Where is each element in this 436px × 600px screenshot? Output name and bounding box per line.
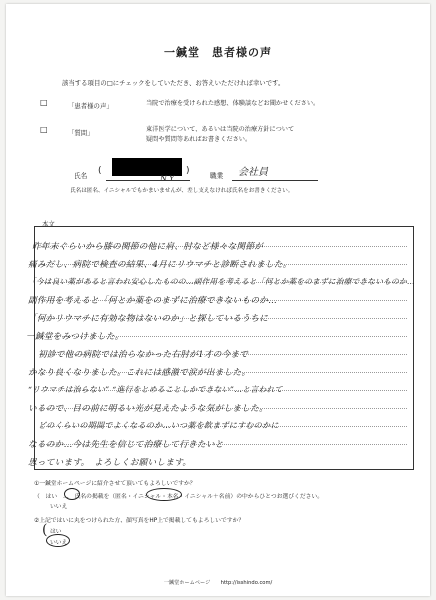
body-line-8: かなり良くなりました。これには感激で涙が出ました。 xyxy=(28,368,251,378)
no-circle-mark xyxy=(46,534,70,547)
occupation-underline xyxy=(232,180,318,181)
question-option-desc-2: 疑問や質問等あればお書きください。 xyxy=(146,136,252,143)
body-line-7: 初診で他の病院では治らなかった右肘が1才の今まで xyxy=(38,350,249,360)
yes-circle-mark xyxy=(64,488,80,500)
body-line-4: 副作用を考えると「何とか薬をのまずに治療できないものか… xyxy=(28,296,278,306)
occupation-label: 職業 xyxy=(210,172,224,180)
voice-checkbox[interactable]: □ xyxy=(40,98,48,107)
name-initials: N.Y xyxy=(160,174,175,183)
open-bracket: ( xyxy=(42,522,48,538)
question-2-no[interactable]: いいえ xyxy=(50,540,68,546)
name-open-paren: ( xyxy=(98,166,102,176)
name-note: 氏名は匿名、イニシャルでもかまいませんが、差し支えなければ氏名をお書きください。 xyxy=(70,188,294,194)
question-checkbox[interactable]: □ xyxy=(40,125,48,134)
name-label: 氏名 xyxy=(74,172,88,180)
question-option-desc-1: 東洋医学について、あるいは当院の治療方針について xyxy=(146,126,295,133)
footer-url[interactable]: 一鍼堂ホームページ http://isshindo.com/ xyxy=(163,580,273,586)
question-1-options: （ はい … 氏名の掲載を（匿名・イニシャル・本名・イニシャル＋名前）の中からひとつお選びください。 xyxy=(34,494,324,500)
voice-option-desc: 当院で治療を受けられた感想、体験談などお聞かせください。 xyxy=(146,100,320,107)
question-2-yes[interactable]: はい xyxy=(50,529,62,535)
body-line-12: なるのか…今は先生を信じて治療して行きたいと xyxy=(28,440,224,450)
occupation-value: 会社員 xyxy=(238,167,268,178)
body-line-2: 痛みだし、病院で検査の結果、4月にリウマチと診断されました。 xyxy=(28,260,292,270)
questionnaire-page xyxy=(6,4,430,596)
body-line-11: どのくらいの期間でよくなるのか…いつ薬を飲まずにすむのかに xyxy=(38,421,279,430)
body-line-13: 思っています。 よろしくお願いします。 xyxy=(28,458,192,468)
body-label: 本文 xyxy=(42,220,55,228)
body-line-10: いるので、目の前に明るい光が見えたような気がしました。 xyxy=(28,404,268,414)
question-1: ①一鍼堂ホームページに紹介させて頂いてもよろしいですか？ xyxy=(34,481,196,487)
body-line-1: 昨年末ぐらいから膝の関節の他に肩、肘など様々な関節が xyxy=(32,242,264,252)
question-2: ②上記ではいに丸をつけられた方、顔写真をHP上で掲載してもよろしいですか？ xyxy=(34,518,245,524)
body-line-3: 「今は良い薬があると言われ安心したものの…副作用を考えると「何とか薬をのまずに治療できないものか… xyxy=(28,277,415,286)
body-line-5: 「何かリウマチに有効な物はないのか」と探しているうちに xyxy=(28,314,269,324)
name-close-paren: ) xyxy=(186,166,190,176)
name-underline xyxy=(106,180,190,181)
initial-circle-mark xyxy=(146,488,182,501)
body-line-6: 一鍼堂をみつけました。 xyxy=(26,332,124,342)
body-line-9: “リウマチは治らない” “進行をとめることしかできない”…と言われて xyxy=(28,385,283,394)
intro-text: 該当する項目の□にチェックをしていただき、お答えいただければ幸いです。 xyxy=(62,79,285,87)
question-option-label: 「質問」 xyxy=(68,129,94,137)
page-title: 一鍼堂 患者様の声 xyxy=(164,46,272,59)
voice-option-label: 「患者様の声」 xyxy=(68,102,113,110)
question-1-no[interactable]: いいえ xyxy=(50,504,68,510)
